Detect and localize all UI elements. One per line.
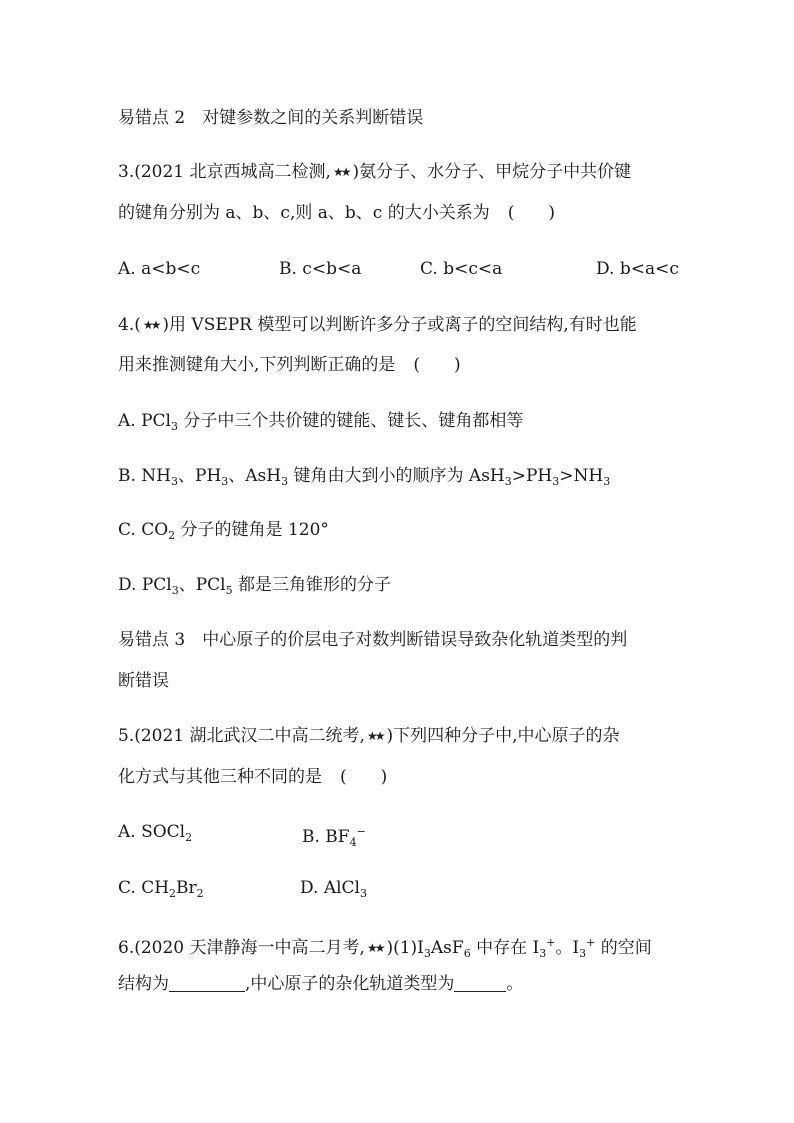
- question-5-option-a: A. SOCl$_2$: [118, 822, 193, 844]
- question-5-line-2: 化方式与其他三种不同的是 ( ): [118, 767, 388, 787]
- question-6-line-2: 结构为 ,中心原子的杂化轨道类型为 。: [118, 974, 524, 994]
- question-5-option-d: D. AlCl$_3$: [300, 878, 367, 900]
- section-heading-3-line-2: 断错误: [118, 671, 169, 691]
- question-4-option-b: B. $NH_3$、$PH_3$、AsH$_3$ 键角由大到小的顺序为 $AsH_3>PH_3>NH_3$: [118, 466, 611, 488]
- section-heading-3-line-1: 易错点 3 中心原子的价层电子对数判断错误导致杂化轨道类型的判: [118, 630, 628, 650]
- question-4-option-c: C. $CO_2$ 分子的键角是 120°: [118, 520, 329, 542]
- difficulty-star-icon: ★★: [332, 165, 349, 179]
- answer-paren: ( ): [507, 203, 555, 223]
- question-3-option-d: D. b<a<c: [596, 259, 679, 279]
- question-6-line-1: 6.(2020 天津静海一中高二月考, ★★ )$(1)I_3AsF_6$ 中存在 $I_3^+$。$I_3^+$ 的空间: [118, 936, 652, 960]
- difficulty-star-icon: ★★: [142, 318, 159, 332]
- question-5-line-1: 5.(2021 湖北武汉二中高二统考, ★★ )下列四种分子中,中心原子的杂: [118, 726, 620, 746]
- question-3-line-1: 3.(2021 北京西城高二检测, ★★ )氨分子、水分子、甲烷分子中共价键: [118, 162, 632, 182]
- question-4-option-a: A. PCl$_3$ 分子中三个共价键的键能、键长、键角都相等: [118, 411, 524, 433]
- difficulty-star-icon: ★★: [366, 729, 383, 743]
- question-4-line-2: 用来推测键角大小,下列判断正确的是 ( ): [118, 355, 461, 375]
- answer-paren: ( ): [340, 767, 388, 787]
- answer-blank-hybridization[interactable]: [454, 973, 506, 992]
- question-4-option-d: D. PCl$_3$、PCl$_5$ 都是三角锥形的分子: [118, 575, 392, 597]
- question-5-option-c: C. $CH_2Br_2$: [118, 878, 204, 900]
- question-3-line-2: 的键角分别为 a、b、c,则 a、b、c 的大小关系为 ( ): [118, 203, 555, 223]
- question-4-line-1: 4.( ★★ )用 VSEPR 模型可以判断许多分子或离子的空间结构,有时也能: [118, 315, 637, 335]
- section-heading-2: 易错点 2 对键参数之间的关系判断错误: [118, 108, 424, 128]
- question-5-option-b: B. $BF_4^-$: [302, 825, 366, 849]
- question-3-option-a: A. a<b<c: [118, 259, 201, 279]
- question-3-option-c: C. b<c<a: [420, 259, 503, 279]
- answer-paren: ( ): [413, 355, 461, 375]
- difficulty-star-icon: ★★: [366, 941, 383, 955]
- answer-blank-structure[interactable]: [169, 973, 245, 992]
- question-3-option-b: B. c<b<a: [279, 259, 362, 279]
